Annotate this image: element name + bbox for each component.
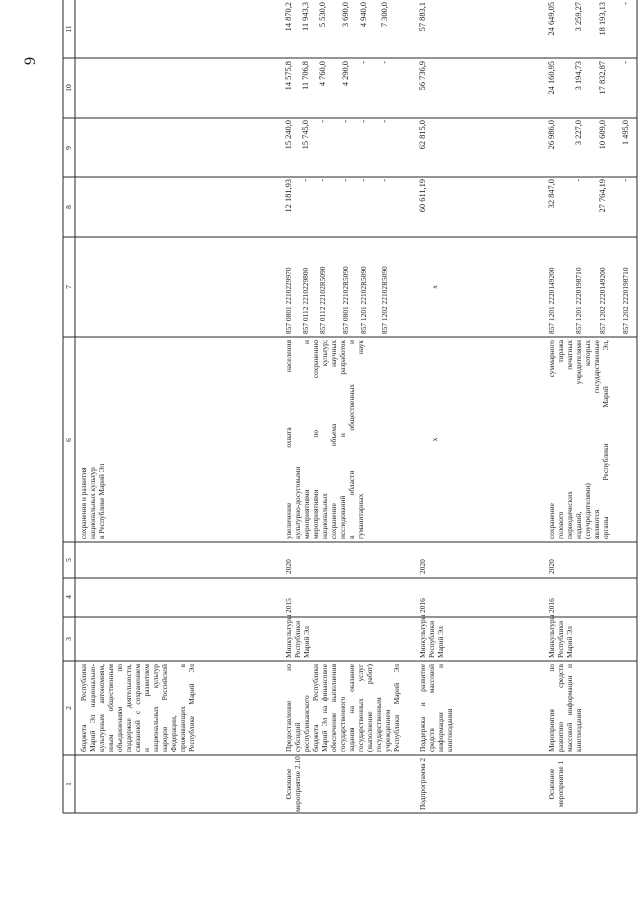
- row-value-col9: 62 815,0: [418, 120, 427, 150]
- row-value-col8: -: [574, 179, 583, 182]
- row-value-col9: -: [318, 120, 327, 123]
- row-value-col9: 3 227,0: [574, 120, 583, 146]
- row-kbk: 857 1201 22102R5090: [359, 266, 368, 334]
- row-code: Подпрограмма 2: [418, 757, 427, 811]
- row-value-col11: 5 530,0: [318, 2, 327, 28]
- header-col-10: 10: [64, 84, 73, 92]
- row-value-col11: 3 259,27: [574, 2, 583, 32]
- row-value-col11: 18 193,13: [598, 2, 607, 36]
- row-kbk: 857 1201 2220198710: [574, 267, 583, 334]
- row-value-col10: 24 160,95: [547, 61, 556, 95]
- row-indicator: сохранение суммарного голового тиража периодических печатных изданий, учредителями (соучредителями) которых являются государственные органы Республики Марий Эл,: [547, 340, 610, 539]
- row-year-end: 2020: [418, 559, 427, 574]
- row-kbk: 857 1201 2220149200: [547, 267, 556, 334]
- row-kbk: 857 1202 2220149200: [598, 267, 607, 334]
- row-value-col8: 60 611,19: [418, 179, 427, 213]
- row-value-col10: 11 706,8: [301, 61, 310, 91]
- row-value-col9: -: [359, 120, 368, 123]
- row-value-col11: -: [621, 2, 630, 5]
- row-value-col10: 17 832,87: [598, 61, 607, 95]
- row-kbk: х: [430, 285, 439, 289]
- row-value-col11: 4 940,0: [359, 2, 368, 28]
- row-value-col9: 15 745,0: [301, 120, 310, 150]
- header-col-6: 6: [64, 438, 73, 442]
- header-col-1: 1: [64, 782, 73, 786]
- row-value-col8: -: [621, 179, 630, 182]
- row-value-col9: -: [380, 120, 389, 123]
- row-value-col11: 24 649,05: [547, 2, 556, 36]
- row-value-col9: 1 495,0: [621, 120, 630, 146]
- header-col-11: 11: [64, 25, 73, 33]
- row-value-col8: -: [359, 179, 368, 182]
- header-col-9: 9: [64, 146, 73, 150]
- header-col-8: 8: [64, 205, 73, 209]
- row-code: Основное мероприятие 2.10: [284, 756, 302, 812]
- row-value-col10: 4 760,0: [318, 61, 327, 87]
- header-col-2: 2: [64, 706, 73, 710]
- row-indicator: увеличение охвата населения культурно-досуговыми мероприятиями и мероприятиями по сохранению национальных культур; сохранение объема научных исследований и разработок в области общественных и гуманитарных наук: [284, 340, 365, 539]
- row-value-col8: -: [318, 179, 327, 182]
- continuation-name: бюджета Республики Марий Эл национально- культурным автономиям, иным общественным объединениям по поддержке деятельности, связанной с сохранением и развитием национальных культур народов Российской Федерации, проживающих в Республике Марий Эл: [79, 664, 196, 752]
- row-year-end: 2020: [547, 559, 556, 574]
- row-value-col8: 27 764,19: [598, 179, 607, 213]
- row-value-col10: -: [380, 61, 389, 64]
- row-value-col8: -: [341, 179, 350, 182]
- row-code: Основное мероприятие 1: [547, 760, 565, 808]
- row-value-col9: 26 986,0: [547, 120, 556, 150]
- row-activity-name: Мероприятия по развитию средств массовой информации и книгоиздания: [547, 664, 583, 752]
- row-kbk: 857 1202 22102R5090: [380, 266, 389, 334]
- row-value-col8: -: [380, 179, 389, 182]
- row-value-col11: 14 870,2: [284, 2, 293, 32]
- row-kbk: 857 1202 2220198710: [621, 267, 630, 334]
- row-executor: Минкультуры Республики Марий Эл: [284, 614, 311, 658]
- row-value-col9: 15 240,0: [284, 120, 293, 150]
- row-value-col10: 56 736,9: [418, 61, 427, 91]
- header-col-3: 3: [64, 637, 73, 641]
- row-year-start: 2016: [418, 598, 427, 613]
- row-value-col10: 3 194,73: [574, 61, 583, 91]
- row-value-col9: -: [341, 120, 350, 123]
- row-kbk: 857 0112 2210229800: [301, 267, 310, 334]
- row-value-col11: 3 690,0: [341, 2, 350, 28]
- row-executor: Минкультуры Республики Марий Эл: [418, 614, 445, 658]
- row-value-col11: 11 943,3: [301, 2, 310, 32]
- header-col-5: 5: [64, 558, 73, 562]
- row-activity-name: Поддержка и развитие средств массовой информации и книгоиздания: [418, 664, 454, 752]
- row-activity-name: Предоставление из субсидий республиканского бюджета Республики Марий Эл на финансовое обеспечение выполнения государственного задания на оказание государственных услуг (выполнение работ) государственным учреждением Республики Марий Эл: [284, 664, 401, 752]
- continuation-indicator: сохранения и развития национальных культур в Республике Марий Эл: [79, 463, 106, 539]
- row-kbk: 857 0801 22102R5090: [341, 266, 350, 334]
- row-value-col11: 57 883,1: [418, 2, 427, 32]
- row-kbk: 857 0112 22102R5090: [318, 266, 327, 334]
- row-value-col8: 32 847,0: [547, 179, 556, 209]
- row-year-end: 2020: [284, 559, 293, 574]
- row-value-col10: 4 290,0: [341, 61, 350, 87]
- header-col-7: 7: [64, 285, 73, 289]
- row-value-col10: 14 575,8: [284, 61, 293, 91]
- page-number: 9: [22, 57, 39, 65]
- header-col-4: 4: [64, 595, 73, 599]
- row-executor: Минкультуры Республики Марий Эл: [547, 614, 574, 658]
- row-value-col11: 7 300,0: [380, 2, 389, 28]
- row-value-col10: -: [621, 61, 630, 64]
- row-year-start: 2016: [547, 598, 556, 613]
- row-year-start: 2015: [284, 598, 293, 613]
- row-value-col8: -: [301, 179, 310, 182]
- row-kbk: 857 0801 2210229970: [284, 267, 293, 334]
- row-value-col10: -: [359, 61, 368, 64]
- row-value-col8: 12 181,93: [284, 179, 293, 213]
- row-value-col9: 10 609,0: [598, 120, 607, 150]
- row-indicator: х: [430, 437, 439, 442]
